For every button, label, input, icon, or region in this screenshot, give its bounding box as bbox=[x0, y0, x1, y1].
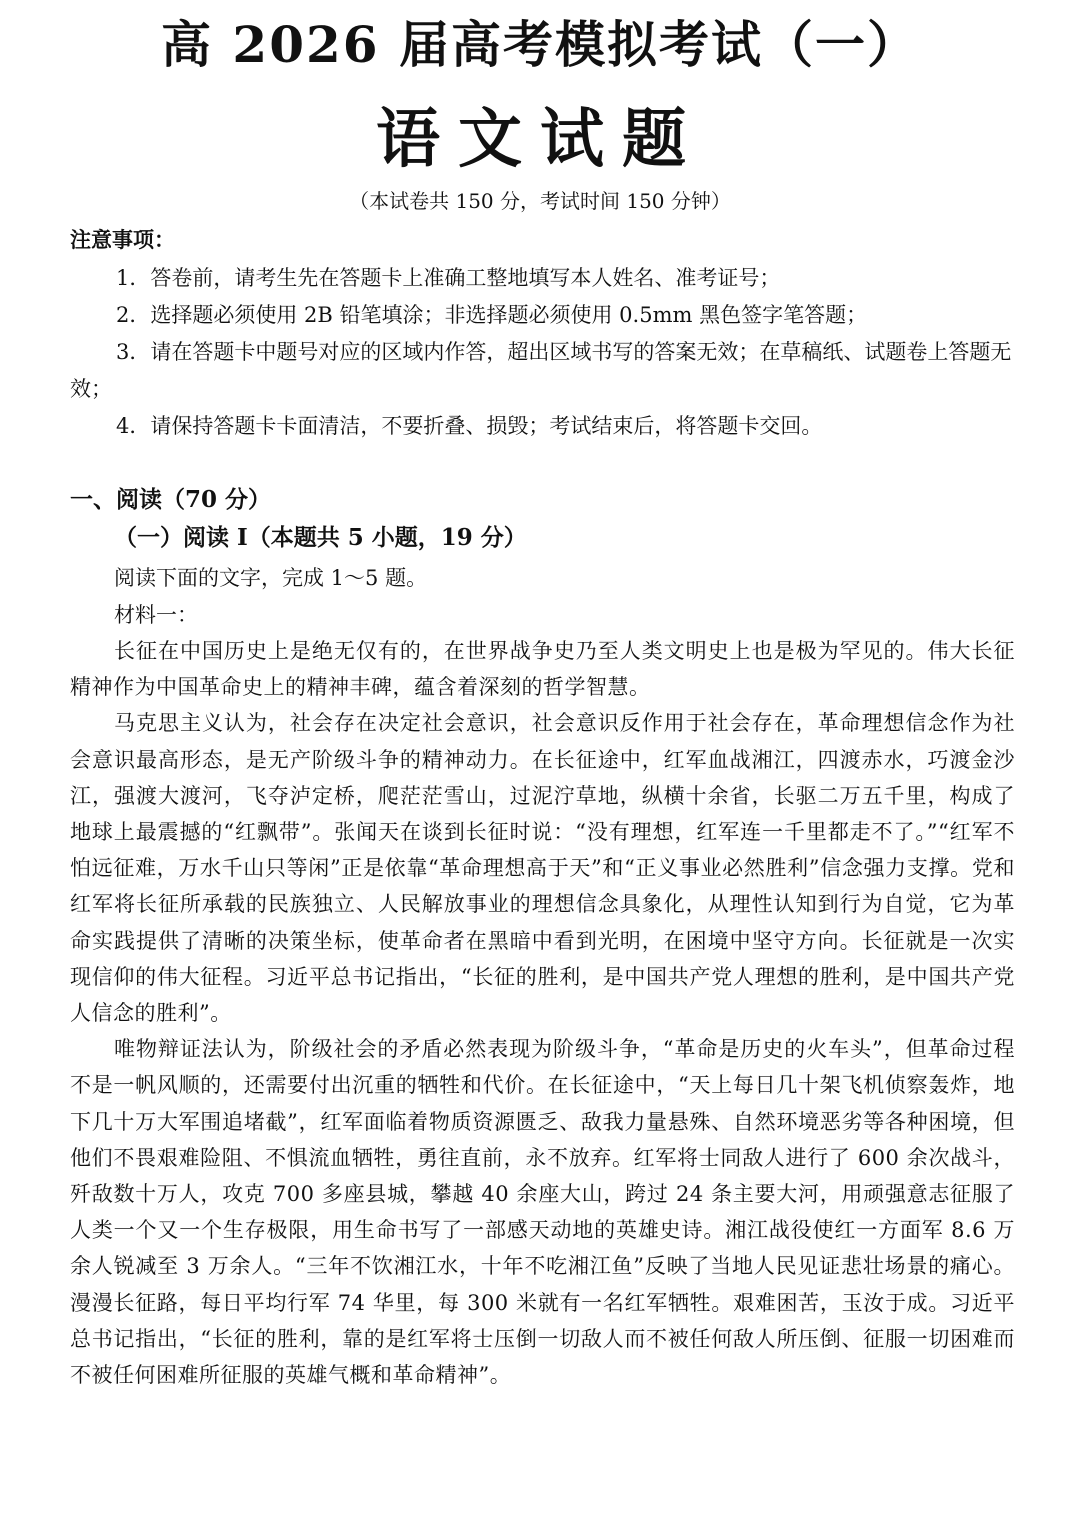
passage-paragraph: 马克思主义认为，社会存在决定社会意识，社会意识反作用于社会存在，革命理想信念作为社会意识最高形态，是无产阶级斗争的精神动力。在长征途中，红军血战湘江，四渡赤水，巧渡金沙江，强渡大渡河，飞夺泸定桥，爬茫茫雪山，过泥泞草地，纵横十余省，长驱二万五千里，构成了地球上最震撼的“红飘带”。张闻天在谈到长征时说：“没有理想，红军连一千里都走不了。”“红军不怕远征难，万水千山只等闲”正是依靠“革命理想高于天”和“正义事业必然胜利”信念强力支撑。党和红军将长征所承载的民族独立、人民解放事业的理想信念具象化，从理性认知到行为自觉，它为革命实践提供了清晰的决策坐标，使革命者在黑暗中看到光明，在困境中坚守方向。长征就是一次实现信仰的伟大征程。习近平总书记指出，“长征的胜利，是中国共产党人理想的胜利，是中国共产党人信念的胜利”。 bbox=[70, 711, 1015, 1026]
passage-paragraph: 唯物辩证法认为，阶级社会的矛盾必然表现为阶级斗争，“革命是历史的火车头”，但革命过程不是一帆风顺的，还需要付出沉重的牺牲和代价。在长征途中，“天上每日几十架飞机侦察轰炸，地下几十万大军围追堵截”，红军面临着物质资源匮乏、敌我力量悬殊、自然环境恶劣等各种困境，但他们不畏艰难险阻、不惧流血牺牲，勇往直前，永不放弃。红军将士同敌人进行了 600 余次战斗，歼敌数十万人，攻克 700 多座县城，攀越 40 余座大山，跨过 24 条主要大河，用顽强意志征服了人类一个又一个生存极限，用生命书写了一部感天动地的英雄史诗。湘江战役使红一方面军 8.6 万余人锐减至 3 万余人。“三年不饮湘江水，十年不吃湘江鱼”反映了当地人民见证悲壮场景的痛心。漫漫长征路，每日平均行军 74 华里，每 300 米就有一名红军牺牲。艰难困苦，玉汝于成。习近平总书记指出，“长征的胜利，靠的是红军将士压倒一切敌人而不被任何敌人所压倒、征服一切困难而不被任何困难所征服的英雄气概和革命精神”。 bbox=[70, 1037, 1015, 1388]
notice-item: 4．请保持答题卡卡面清洁，不要折叠、损毁；考试结束后，将答题卡交回。 bbox=[116, 414, 823, 438]
reading-passage bbox=[70, 633, 1015, 1393]
exam-info: （本试卷共 150 分，考试时间 150 分钟） bbox=[349, 189, 731, 213]
notice-list bbox=[70, 260, 1020, 445]
passage-paragraph: 长征在中国历史上是绝无仅有的，在世界战争史乃至人类文明史上也是极为罕见的。伟大长征精神作为中国革命史上的精神丰碑，蕴含着深刻的哲学智慧。 bbox=[70, 639, 1015, 700]
reading-instruction: 阅读下面的文字，完成 1～5 题。 bbox=[114, 566, 428, 590]
notice-item: 2．选择题必须使用 2B 铅笔填涂；非选择题必须使用 0.5mm 黑色签字笔答题； bbox=[116, 303, 868, 327]
notice-heading: 注意事项： bbox=[70, 227, 175, 252]
section-heading: 一、阅读（70 分） bbox=[70, 486, 272, 513]
subsection-heading: （一）阅读 I（本题共 5 小题，19 分） bbox=[114, 524, 527, 551]
material-label: 材料一： bbox=[114, 603, 198, 627]
notice-item: 1．答卷前，请考生先在答题卡上准确工整地填写本人姓名、准考证号； bbox=[116, 266, 781, 290]
subject-title: 语文试题 bbox=[376, 102, 704, 177]
notice-item: 3．请在答题卡中题号对应的区域内作答，超出区域书写的答案无效；在草稿纸、试题卷上答题无效； bbox=[70, 340, 1012, 401]
exam-title: 高 2026 届高考模拟考试（一） bbox=[161, 15, 919, 74]
